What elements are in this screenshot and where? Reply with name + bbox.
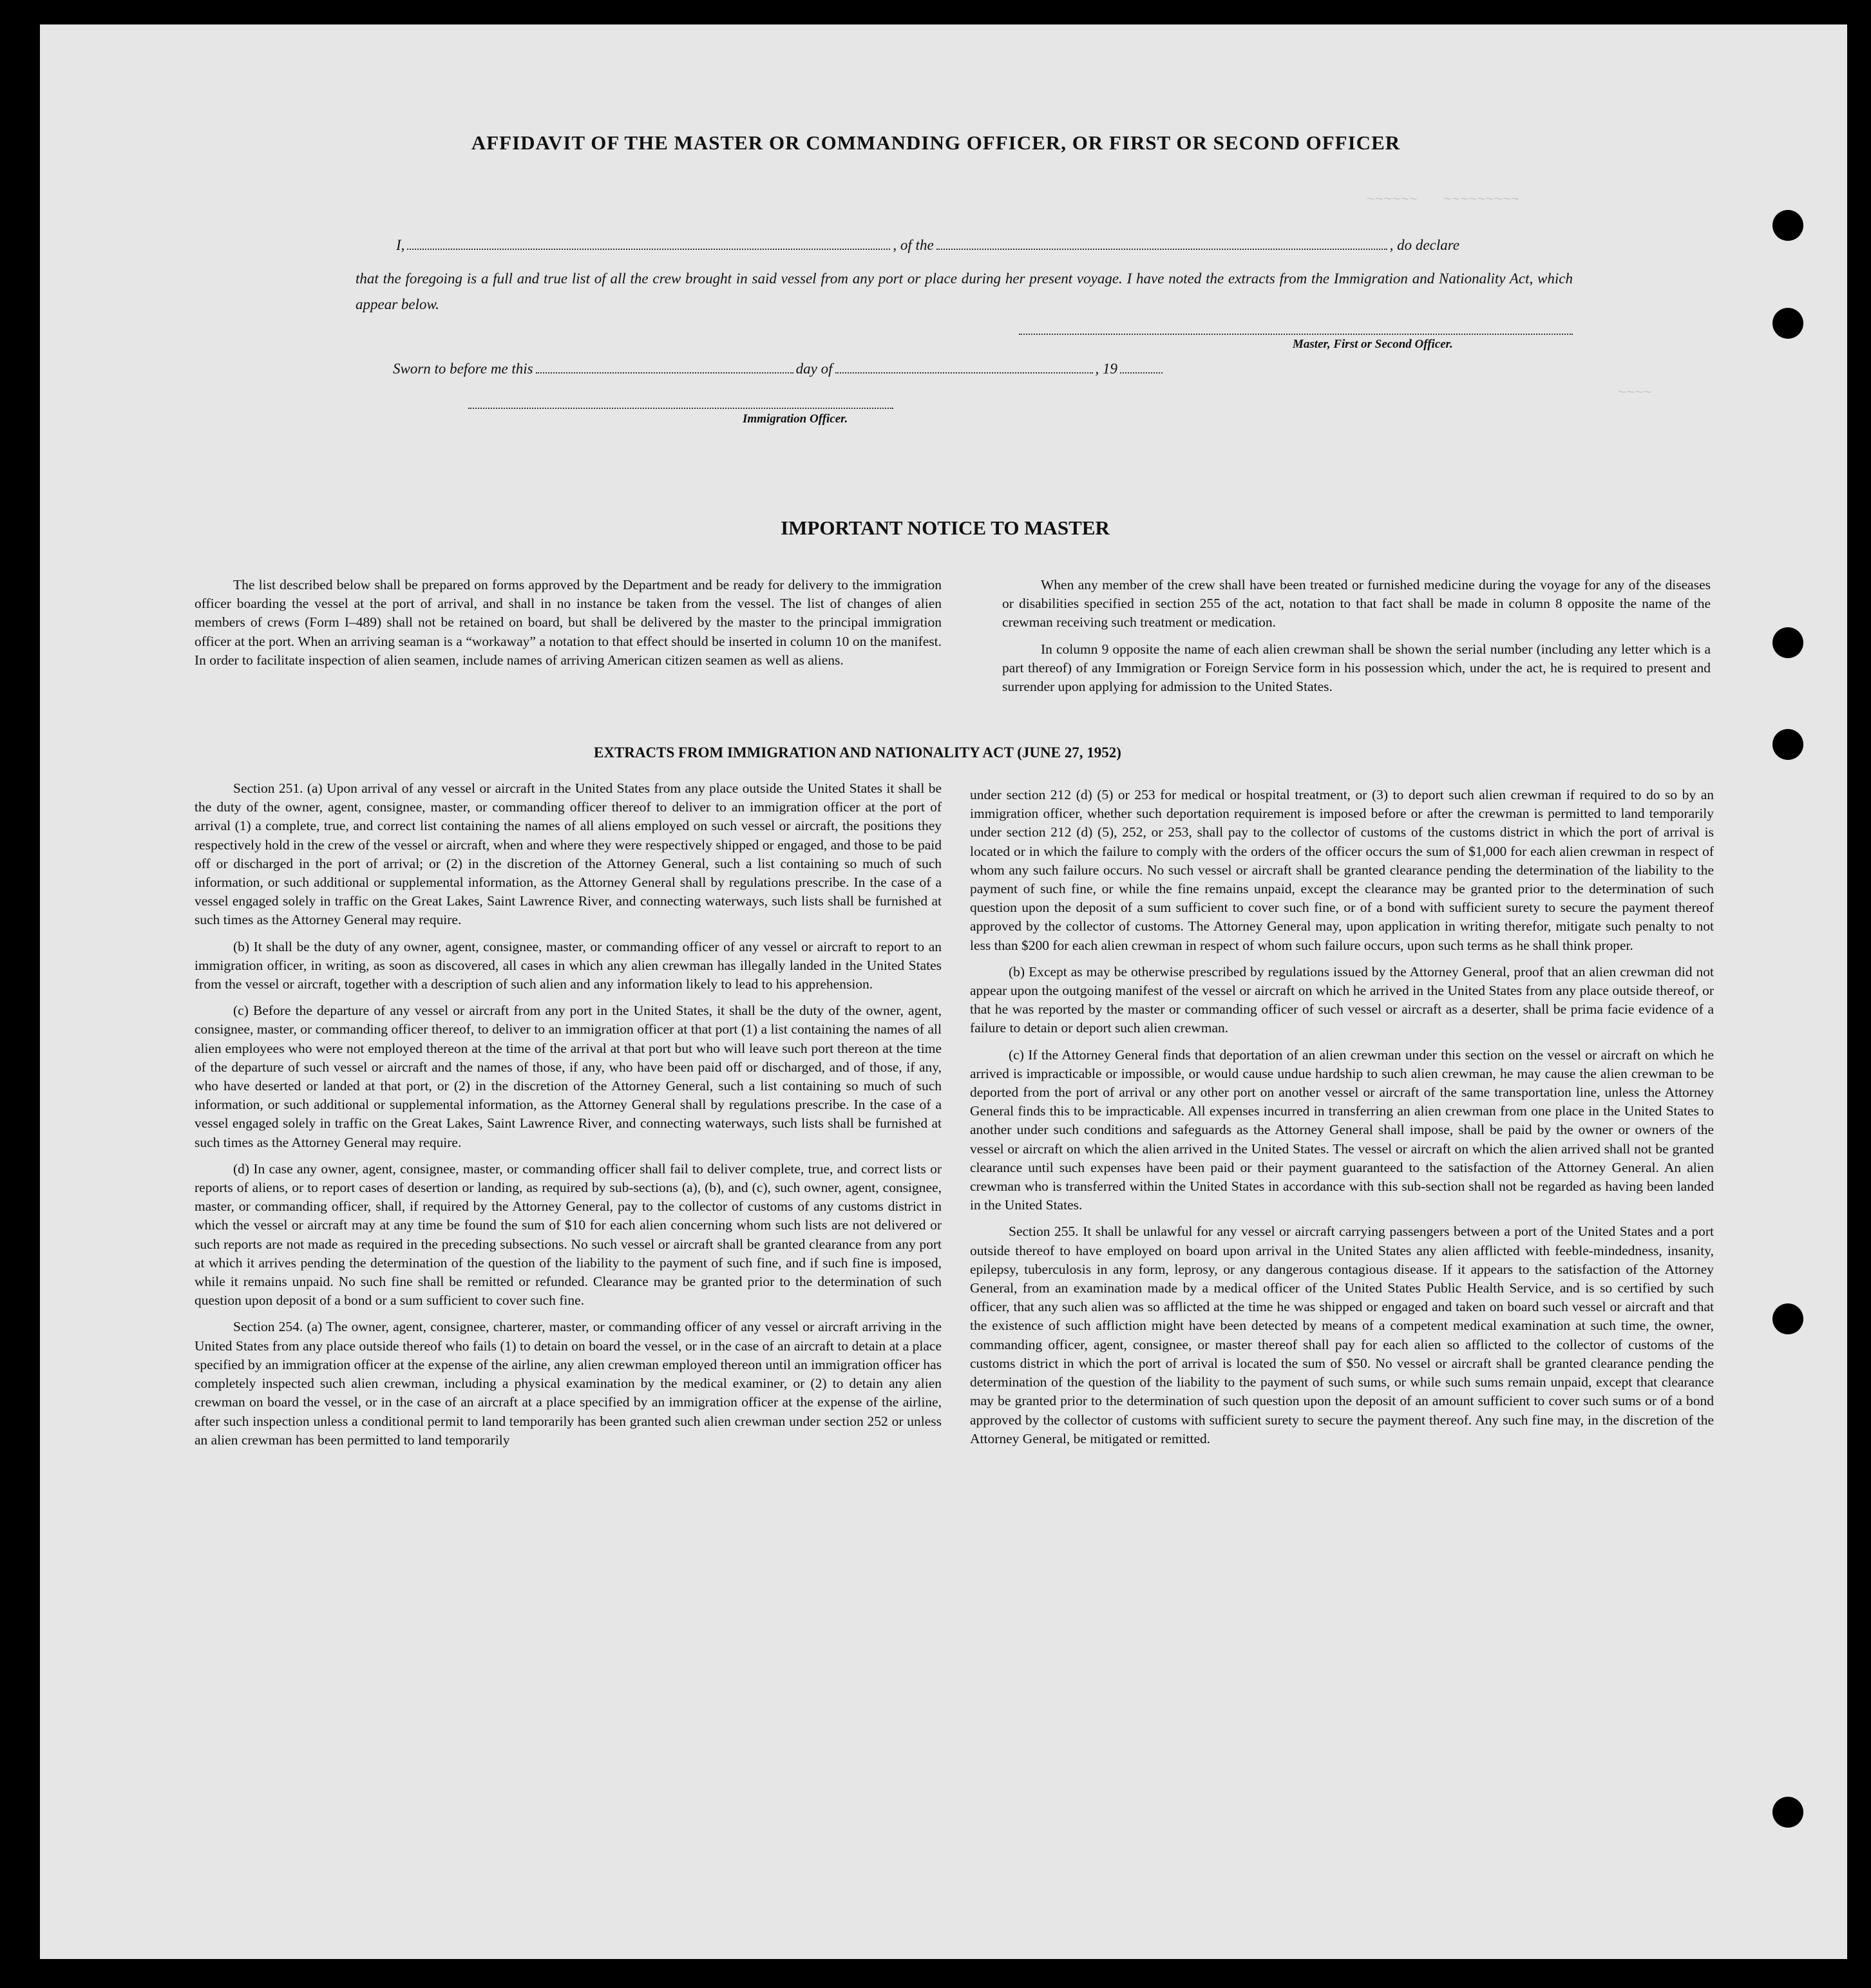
binder-hole-icon [1772,210,1803,241]
year-text: , 19 [1095,361,1117,377]
extracts-right-column [970,786,1714,1448]
day-of-text: day of [795,361,833,377]
notice-title: IMPORTANT NOTICE TO MASTER [781,516,1110,539]
binder-hole-icon [1772,1797,1803,1828]
notice-right-column [1002,576,1711,696]
sworn-before-text: Sworn to before me this [393,361,533,377]
section-paragraph: (d) In case any owner, agent, consignee, master, or commanding officer shall fail to deliver complete, true, and correct lists or reports of aliens, or to report cases of desertion or landing, as required by sub-sections (a), (b), and (c), such owner, agent, consignee, master, or commanding officer, shall, if required by the Attorney General, pay to the collector of customs of any customs district in which the vessel or aircraft may at any time be found the sum of $10 for each alien concerning whom such lists are not delivered or such reports are not made as required in the preceding subsections. No such vessel or aircraft shall be granted clearance from any port at which it arrives pending the determination of the question of the liability to the payment of such fine, and if such fine is imposed, while it remains unpaid. No such fine shall be remitted or refunded. Clearance may be granted prior to the determination of such question upon deposit of a bond or a sum sufficient to cover such fine. [195,1160,942,1309]
officer-signature-label: Immigration Officer. [743,412,848,426]
notice-left-column [195,576,942,670]
name-blank [407,248,890,250]
do-declare-text: , do declare [1389,237,1460,253]
notice-paragraph: The list described below shall be prepared on forms approved by the Department and be ready for delivery to the immigration officer boarding the vessel at the port of arrival, and shall in no instance be taken from the vessel. The list of changes of alien members of crews (Form I–489) shall not be retained on board, but shall be delivered by the master to the principal immigration officer at the port. When an arriving seaman is a “workaway” a notation to that effect should be inserted in column 10 on the manifest. In order to facilitate inspection of alien seamen, include names of arriving American citizen seamen as well as aliens. [195,577,942,668]
section-paragraph: Section 254. (a) The owner, agent, consignee, charterer, master, or commanding officer of any vessel or aircraft arriving in the United States from any place outside thereof who fails (1) to detain on board the vessel, or in the case of an aircraft to detain at a place specified by an immigration officer at the expense of the airline, any alien crewman employed thereon until an immigration officer has completely inspected such alien crewman, including a physical examination by the medical examiner, or (2) to detain any alien crewman on board the vessel, or in the case of an aircraft at a place specified by an immigration officer at the expense of the airline, after such inspection unless a conditional permit to land temporarily has been granted such alien crewman under section 252 or unless an alien crewman has been permitted to land temporarily [195,1319,942,1448]
sworn-day-blank [536,372,793,374]
binder-hole-icon [1772,627,1803,658]
declaration-text: that the foregoing is a full and true list of all the crew brought in said vessel from any port or place during her present voyage. I have noted the extracts from the Immigration and Nationality Act, which appear below. [356,270,1573,312]
bleed-through-text: ~~~~~~ ~~~~~~~~~ [1341,192,1520,208]
section-paragraph: Section 255. It shall be unlawful for any vessel or aircraft carrying passengers between a port of the United States and a port outside thereof to have employed on board upon arrival in the United States any alien afflicted with feeble-mindedness, insanity, epilepsy, tuberculosis in any form, leprosy, or any dangerous contagious disease. If it appears to the satisfaction of the Attorney General, from an examination made by a medical officer of the United States Public Health Service, and is so certified by such officer, that any such alien was so afflicted at the time he was shipped or engaged and taken on board such vessel or aircraft and that the existence of such affliction might have been detected by means of a competent medical examination at such time, the owner, commanding officer, agent, consignee, or master thereof shall pay for each alien so afflicted to the collector of customs of the customs district in which the port of arrival is located the sum of $50. No vessel or aircraft shall be granted clearance pending the determination of the question of the liability to the payment of such sums, or while such sums remain unpaid, except that clearance may be granted prior to the determination of such question upon the deposit of an amount sufficient to cover such sums or of a bond approved by the collector of customs with sufficient surety to secure the payment thereof. Any such fine may, in the discretion of the Attorney General, be mitigated or remitted. [970,1224,1714,1446]
master-signature-label: Master, First or Second Officer. [1293,337,1453,351]
declaration-line [396,237,1459,254]
notice-paragraph: In column 9 opposite the name of each alien crewman shall be shown the serial number (including any letter which is a part thereof) of any Immigration or Foreign Service form in his possession which, under the act, he is required to present and surrender upon applying for admission to the United States. [1002,641,1711,695]
bleed-through-text: ~~~~ [1618,385,1652,401]
document-page [40,24,1847,1959]
declarant-prefix: I, [396,237,405,253]
section-paragraph: (b) It shall be the duty of any owner, agent, consignee, master, or commanding officer of any vessel or aircraft to report to an immigration officer, in writing, as soon as discovered, all cases in which any alien crewman has illegally landed in the United States from the vessel or aircraft, together with a description of such alien and any information likely to lead to his apprehension. [195,938,942,992]
section-paragraph: (b) Except as may be otherwise prescribed by regulations issued by the Attorney General, proof that an alien crewman did not appear upon the outgoing manifest of the vessel or aircraft on which he arrived in the United States from any place outside thereof, or that he was reported by the master or commanding officer of such vessel or aircraft as a deserter, shall be prima facie evidence of a failure to detain or deport such alien crewman. [970,963,1714,1036]
binder-hole-icon [1772,308,1803,339]
section-paragraph: Section 251. (a) Upon arrival of any vessel or aircraft in the United States from any place outside the United States it shall be the duty of the owner, agent, consignee, master, or commanding officer thereof to deliver to an immigration officer at the port of arrival (1) a complete, true, and correct list containing the names of all aliens employed on such vessel or aircraft, the positions they respectively hold in the crew of the vessel or aircraft, when and where they were respectively shipped or engaged, and those to be paid off or discharged in the port of arrival; or (2) in the discretion of the Attorney General, such a list containing so much of such information, or such additional or supplemental information, as the Attorney General shall by regulations prescribe. In the case of a vessel engaged solely in traffic on the Great Lakes, Saint Lawrence River, and connecting waterways, such lists shall be furnished at such times as the Attorney General may require. [195,781,942,928]
sworn-line [393,361,1165,377]
officer-signature-line [468,408,893,409]
master-signature-line [1019,334,1573,335]
month-blank [835,372,1093,374]
year-blank [1120,372,1163,374]
affidavit-title: AFFIDAVIT OF THE MASTER OR COMMANDING OFFICER, OR FIRST OR SECOND OFFICER [471,131,1401,154]
section-paragraph: (c) Before the departure of any vessel or aircraft from any port in the United States, it shall be the duty of the owner, agent, consignee, master, or commanding officer thereof, to deliver to an immigration officer at that port (1) a list containing the names of all alien employees who were not employed thereon at the time of the arrival at that port but who will leave such port thereon at the time of the departure of such vessel or aircraft and the names of those, if any, who have been paid off or discharged, and of those, if any, who have deserted or landed at that port, or (2) in the discretion of the Attorney General, such a list containing so much of such information, or such additional or supplemental information, as the Attorney General shall by regulations prescribe. In the case of a vessel engaged solely in traffic on the Great Lakes, Saint Lawrence River, and connecting waterways, such lists shall be furnished at such times as the Attorney General may require. [195,1003,942,1150]
of-the-text: , of the [893,237,934,253]
vessel-blank [936,248,1387,250]
extracts-left-column [195,779,942,1450]
binder-hole-icon [1772,1303,1803,1334]
section-paragraph: under section 212 (d) (5) or 253 for medical or hospital treatment, or (3) to deport such alien crewman if required to do so by an immigration officer, whether such deportation requirement is imposed before or after the crewman is permitted to land temporarily under section 212 (d) (5), 252, or 253, shall pay to the collector of customs of the customs district in which the port of arrival is located or in which the failure to comply with the orders of the officer occurs the sum of $1,000 for each alien crewman in respect of whom any such failure occurs. No such vessel or aircraft shall be granted clearance pending the determination of the liability to the payment of such fine, or while the fine remains unpaid, except the clearance may be granted prior to the determination of such question upon the deposit of a sum sufficient to cover such fine, or of a bond with sufficient surety to secure the payment thereof approved by the collector of customs. The Attorney General may, upon application in writing therefor, mitigate such penalty to not less than $200 for each alien crewman in respect of whom such failure occurs, upon such terms as he shall think proper. [970,787,1714,953]
binder-hole-icon [1772,729,1803,760]
notice-paragraph: When any member of the crew shall have been treated or furnished medicine during the voyage for any of the diseases or disabilities specified in section 255 of the act, notation to that fact shall be made in column 8 opposite the name of the crewman receiving such treatment or medication. [1002,577,1711,630]
extracts-title: EXTRACTS FROM IMMIGRATION AND NATIONALITY ACT (JUNE 27, 1952) [594,744,1121,761]
section-paragraph: (c) If the Attorney General finds that deportation of an alien crewman under this section on the vessel or aircraft on which he arrived is impracticable or impossible, or would cause undue hardship to such alien crewman, he may cause the alien crewman to be deported from the port of arrival or any other port on another vessel or aircraft of the same transportation line, unless the Attorney General finds this to be impracticable. All expenses incurred in transferring an alien crewman from one place in the United States to another under such conditions and safeguards as the Attorney General shall impose, shall be paid by the owner or owners of the vessel or aircraft on which the alien arrived in the United States. The vessel or aircraft on which the alien arrived shall not be granted clearance until such expenses have been paid or their payment guaranteed to the satisfaction of the Attorney General. An alien crewman who is transferred within the United States in accordance with this sub-section shall not be regarded as having been landed in the United States. [970,1046,1714,1213]
